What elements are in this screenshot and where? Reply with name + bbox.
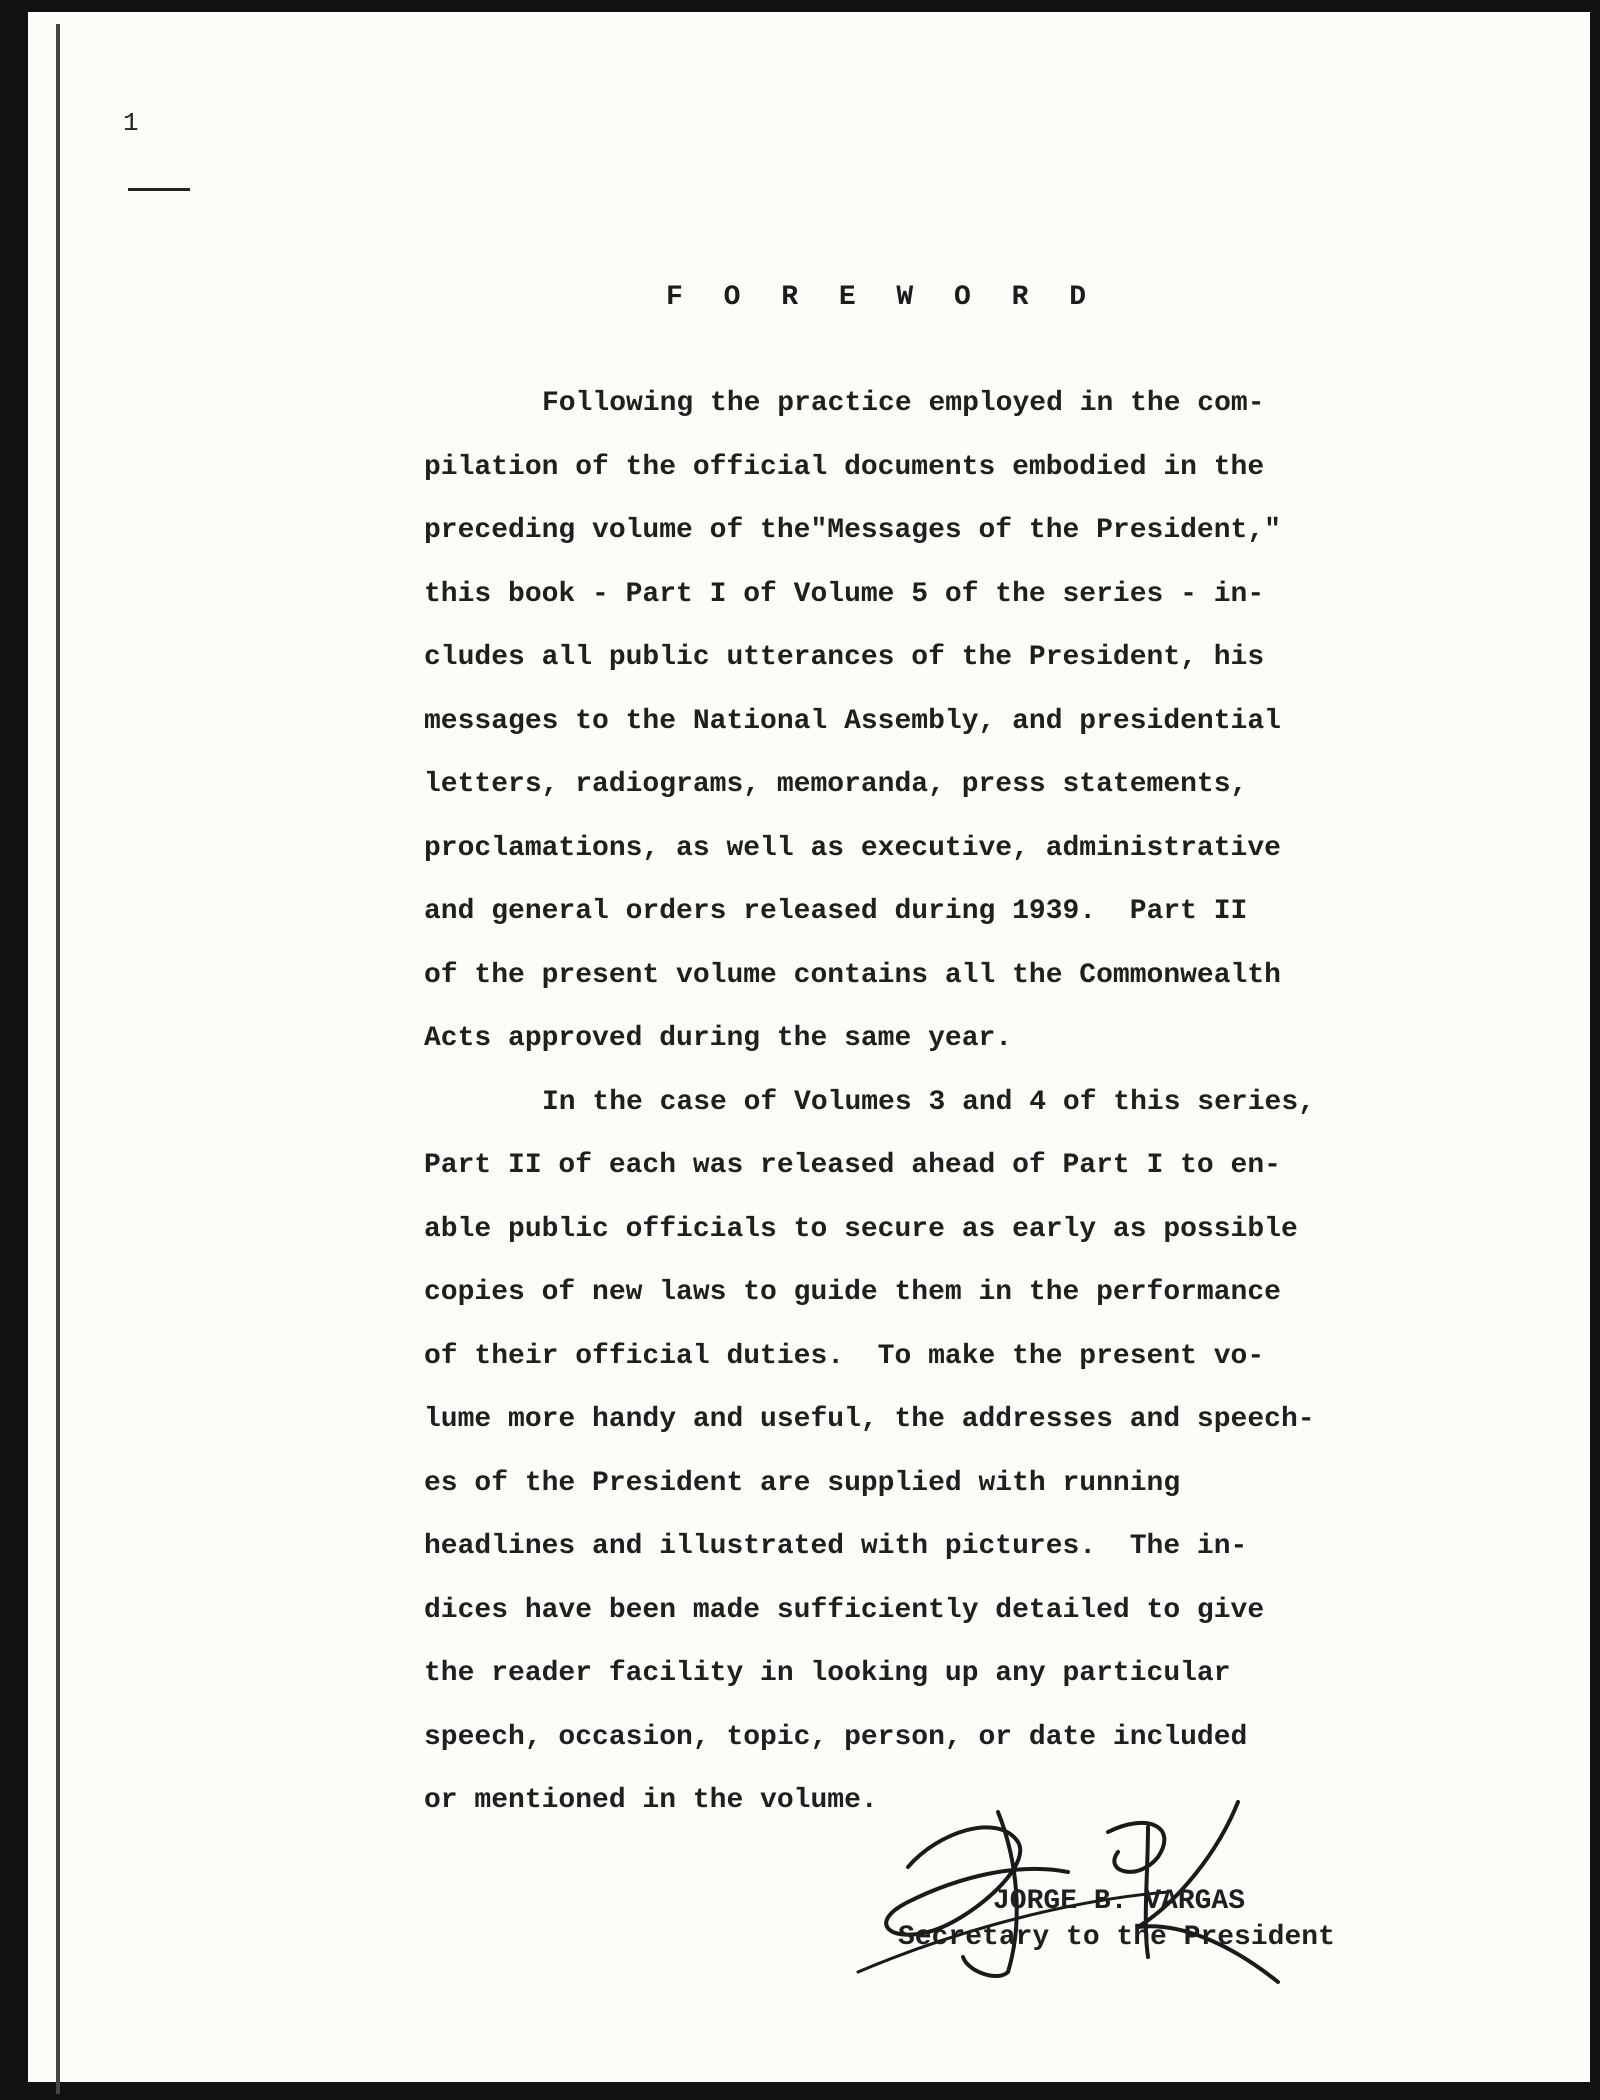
paragraph-line: Following the practice employed in the com- xyxy=(542,388,1265,419)
paragraph-1 xyxy=(424,372,1444,1071)
page-edge-shadow xyxy=(56,24,60,2094)
paragraph-line: headlines and illustrated with pictures. The in- xyxy=(424,1531,1248,1562)
paragraph-line: pilation of the official documents embodied in the xyxy=(424,451,1265,483)
document-paper xyxy=(28,12,1590,2082)
paragraph-line: speech, occasion, topic, person, or date included xyxy=(424,1721,1248,1753)
paragraph-line: or mentioned in the volume. xyxy=(424,1785,878,1816)
paragraph-2 xyxy=(424,1071,1444,1833)
paragraph-line: this book - Part I of Volume 5 of the series - in- xyxy=(424,578,1265,610)
page-number: 1 xyxy=(123,108,141,138)
paragraph-line: able public officials to secure as early as possible xyxy=(424,1213,1298,1245)
paragraph-line: Part II of each was released ahead of Part I to en- xyxy=(424,1150,1281,1181)
signatory-name: JORGE B. VARGAS xyxy=(993,1886,1246,1917)
signatory-position: Secretary to the President xyxy=(898,1922,1335,1953)
paragraph-line: letters, radiograms, memoranda, press statements, xyxy=(424,769,1248,800)
document-body xyxy=(424,372,1444,1833)
paragraph-line: copies of new laws to guide them in the performance xyxy=(424,1277,1281,1308)
paragraph-line: preceding volume of the"Messages of the President," xyxy=(424,515,1281,546)
paragraph-line: of the present volume contains all the Commonwealth xyxy=(424,959,1281,991)
paragraph-line: and general orders released during 1939. Part II xyxy=(424,896,1248,927)
paragraph-line: In the case of Volumes 3 and 4 of this series, xyxy=(542,1086,1315,1118)
handwritten-signature xyxy=(848,1772,1348,1992)
paragraph-line: proclamations, as well as executive, administrative xyxy=(424,832,1281,864)
paragraph-line: es of the President are supplied with running xyxy=(424,1467,1181,1499)
paragraph-line: the reader facility in looking up any particular xyxy=(424,1658,1231,1689)
document-title: F O R E W O R D xyxy=(666,282,1099,313)
paragraph-line: Acts approved during the same year. xyxy=(424,1023,1013,1054)
paragraph-line: messages to the National Assembly, and presidential xyxy=(424,705,1281,737)
page-number-underline xyxy=(128,188,190,191)
signature-block xyxy=(898,1884,1335,1956)
paragraph-line: cludes all public utterances of the President, his xyxy=(424,642,1265,673)
paragraph-line: of their official duties. To make the present vo- xyxy=(424,1340,1265,1372)
paragraph-line: dices have been made sufficiently detailed to give xyxy=(424,1594,1265,1626)
paragraph-line: lume more handy and useful, the addresses and speech- xyxy=(424,1404,1315,1435)
